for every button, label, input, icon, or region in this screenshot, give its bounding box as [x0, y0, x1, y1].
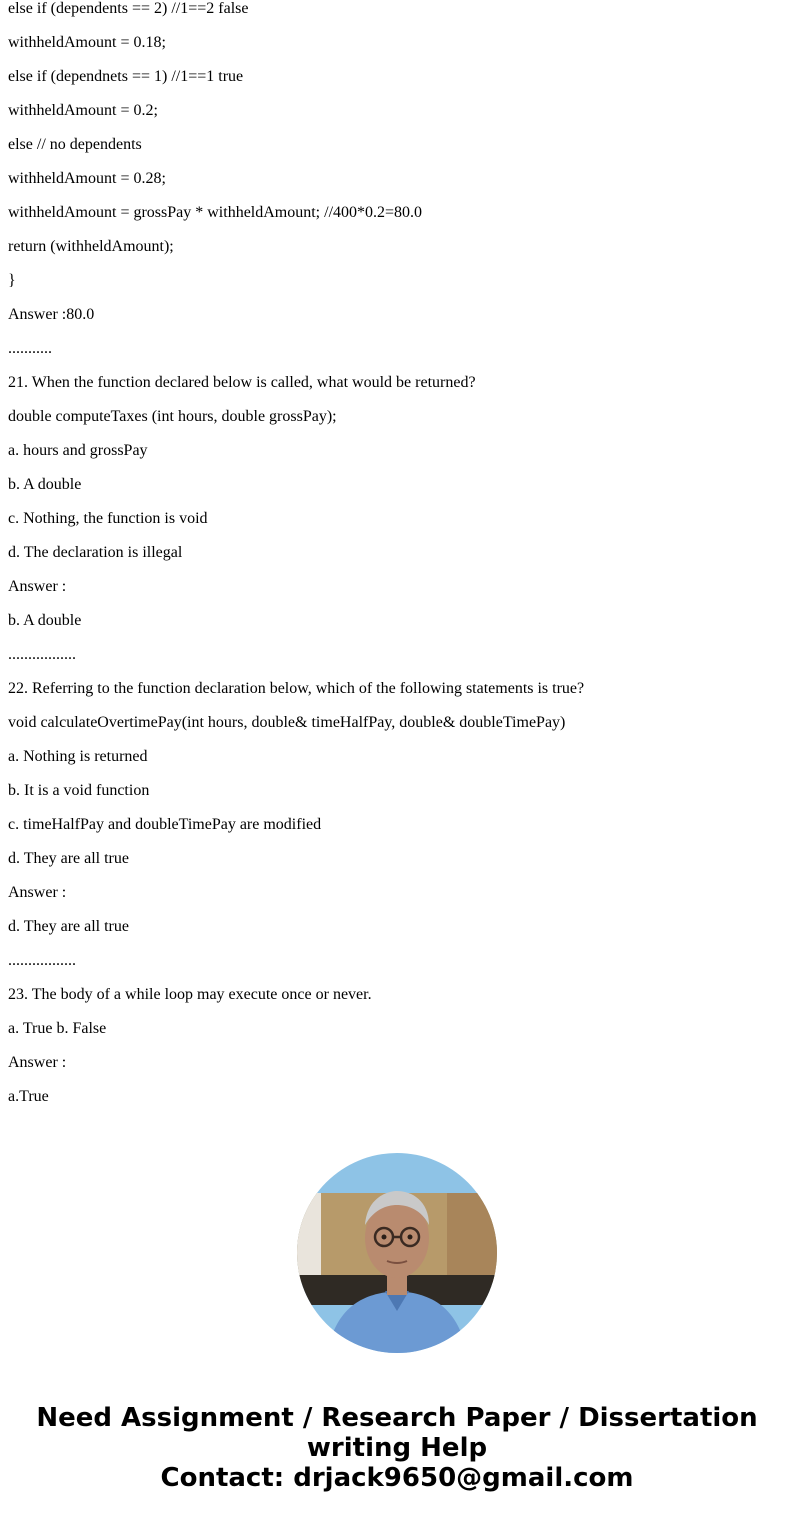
separator: ................. [8, 646, 76, 663]
separator: ................. [8, 952, 76, 969]
text-line: else if (dependnets == 1) //1==1 true [8, 68, 244, 85]
text-line: return (withheldAmount); [8, 238, 174, 255]
text-line: withheldAmount = 0.2; [8, 102, 158, 119]
author-avatar [297, 1153, 497, 1353]
answer-label: Answer : [8, 1054, 67, 1071]
option-c: c. Nothing, the function is void [8, 510, 208, 527]
option-b: b. A double [8, 476, 82, 493]
option-a: a. hours and grossPay [8, 442, 148, 459]
text-line: else // no dependents [8, 136, 142, 153]
option-c: c. timeHalfPay and doubleTimePay are modified [8, 816, 322, 833]
text-line: void calculateOvertimePay(int hours, double& timeHalfPay, double& doubleTimePay) [8, 714, 566, 731]
question-22: 22. Referring to the function declaration below, which of the following statements is true? [8, 680, 585, 697]
text-line: withheldAmount = 0.18; [8, 34, 166, 51]
question-23: 23. The body of a while loop may execute once or never. [8, 986, 372, 1003]
answer-line: b. A double [8, 612, 82, 629]
promo-line-1: Need Assignment / Research Paper / Dissertation [36, 1403, 758, 1433]
promo-line-2: writing Help [306, 1433, 488, 1463]
text-line: withheldAmount = 0.28; [8, 170, 166, 187]
option-d: d. The declaration is illegal [8, 544, 183, 561]
promo-contact: Contact: drjack9650@gmail.com [160, 1463, 634, 1493]
answer-label: Answer : [8, 884, 67, 901]
option-a: a. Nothing is returned [8, 748, 148, 765]
text-line: withheldAmount = grossPay * withheldAmount; //400*0.2=80.0 [8, 204, 423, 221]
answer-line: d. They are all true [8, 918, 129, 935]
answer-line: Answer :80.0 [8, 306, 95, 323]
separator: ........... [8, 340, 52, 357]
option-d: d. They are all true [8, 850, 129, 867]
text-line: double computeTaxes (int hours, double grossPay); [8, 408, 337, 425]
text-line: else if (dependents == 2) //1==2 false [8, 0, 249, 17]
answer-label: Answer : [8, 578, 67, 595]
text-line: } [8, 272, 16, 289]
option-b: b. It is a void function [8, 782, 150, 799]
option-line: a. True b. False [8, 1020, 107, 1037]
promo-banner [0, 1403, 794, 1493]
question-21: 21. When the function declared below is called, what would be returned? [8, 374, 476, 391]
document-body [8, 0, 788, 1114]
answer-line: a.True [8, 1088, 49, 1105]
